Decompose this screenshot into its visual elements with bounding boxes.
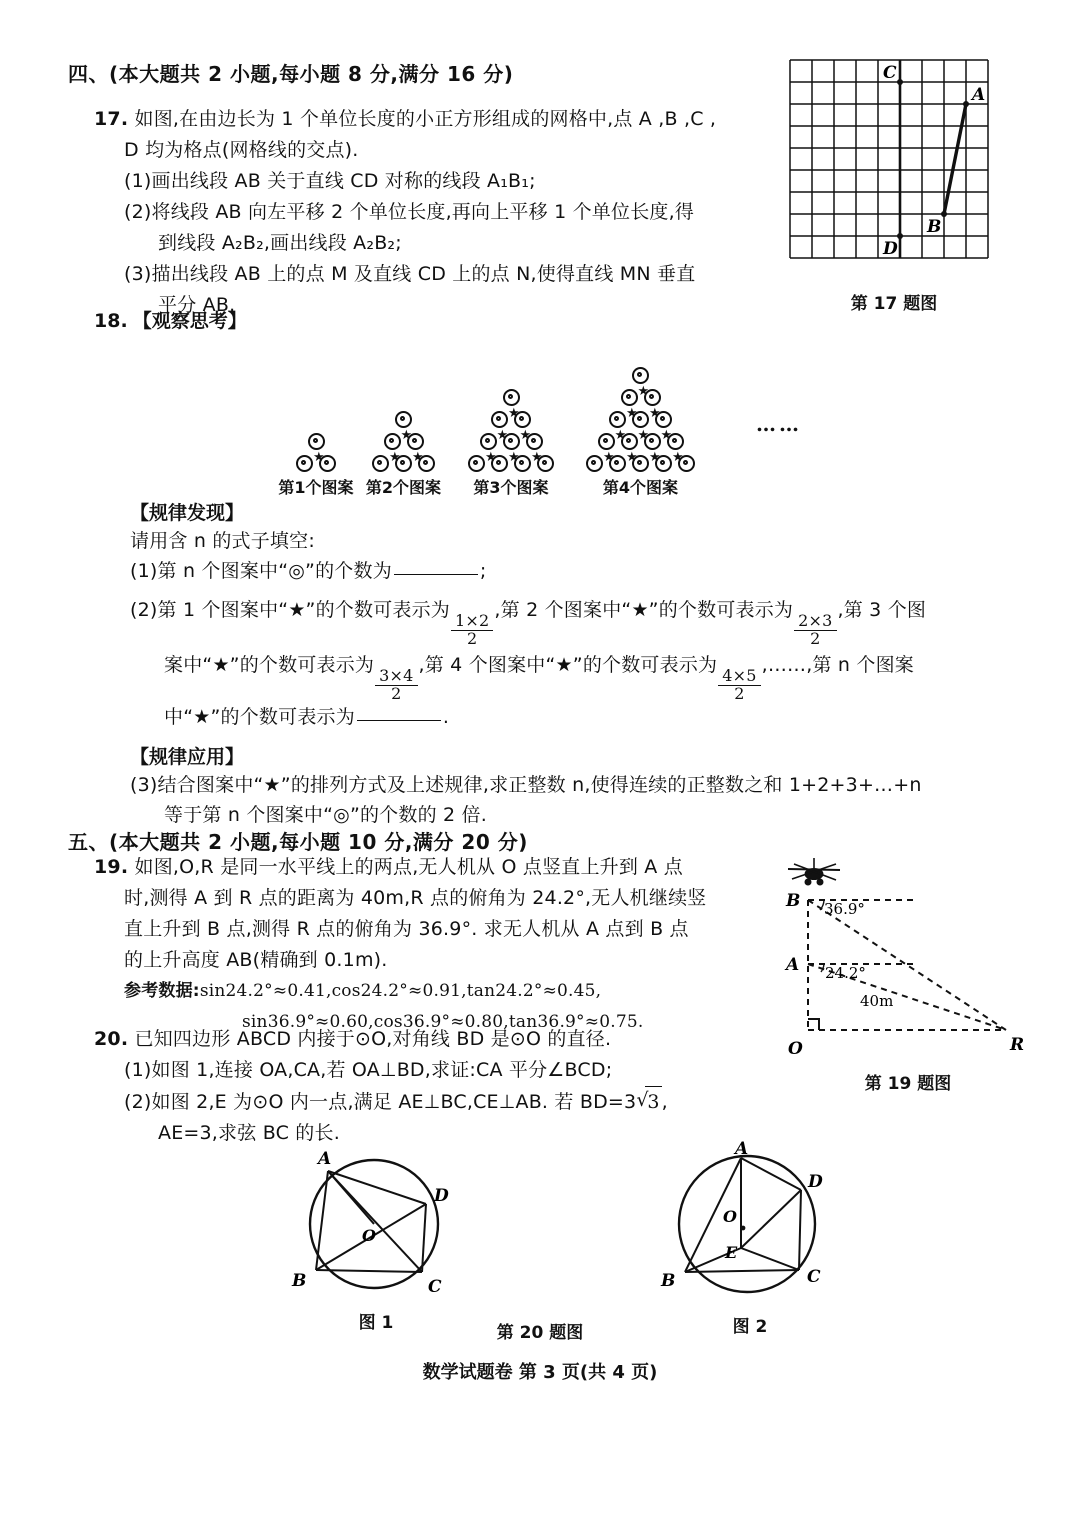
q18-item-3-line2: 等于第 n 个图案中“◎”的个数的 2 倍. [164,804,487,826]
pattern-circle-icon [491,411,508,428]
question-20-stem: 已知四边形 ABCD 内接于⊙O,对角线 BD 是⊙O 的直径. [134,1028,612,1050]
q18-item2-d: 案中“★”的个数可表示为 [164,654,375,676]
sqrt-radicand: 3 [645,1086,661,1118]
figure-1-caption: 图 1 [358,1313,394,1333]
q18-item-1 [130,556,487,587]
circle-diagram-1 [286,1146,466,1306]
question-19-line1: 如图,O,R 是同一水平线上的两点,无人机从 O 点竖直上升到 A 点 [134,856,683,878]
fill-prompt: 请用含 n 的式子填空: [130,530,315,552]
pattern-3 [468,389,554,472]
pattern-ellipsis: …… [756,412,802,436]
q20-item2-b: , [661,1091,668,1113]
q18-item2-h: . [442,706,450,728]
answer-blank-2[interactable] [357,719,441,721]
fig1-label-O: O [362,1226,376,1245]
pattern-circle-icon [372,455,389,472]
pattern-star-icon: ★ [649,450,661,465]
pattern-circle-icon [621,389,638,406]
fraction-denominator: 2 [375,685,417,703]
pattern-star-icon: ★ [508,450,520,465]
figure-2-caption: 图 2 [732,1317,768,1337]
section-five-header: 五、(本大题共 2 小题,每小题 10 分,满分 20 分) [68,830,528,854]
reference-data-label: 参考数据: [124,981,200,1001]
segment-ab [944,104,966,214]
question-20-figure-caption: 第 20 题图 [496,1323,584,1343]
question-17-number: 17. [94,108,129,130]
fig1-label-C: C [428,1277,442,1297]
pattern-star-icon: ★ [412,450,424,465]
question-19-line2: 时,测得 A 到 R 点的距离为 40m,R 点的俯角为 24.2°,无人机继续竖 [124,887,707,909]
question-18-title: 【观察思考】 [132,310,247,332]
pattern-circle-icon [586,455,603,472]
grid-point-d [897,233,903,239]
question-19-line3: 直上升到 B 点,测得 R 点的俯角为 36.9°. 求无人机从 A 点到 B 点 [124,918,689,940]
pattern-figures [278,338,806,498]
question-17-item-1: (1)画出线段 AB 关于直线 CD 对称的线段 A₁B₁; [124,170,536,192]
q18-item1-post: ; [479,560,487,582]
pattern-star-icon: ★ [672,450,684,465]
q18-item2-b: ,第 2 个图案中“★”的个数可表示为 [494,599,794,621]
pattern-circle-icon [480,433,497,450]
pattern-label-3: 第3个图案 [473,478,549,497]
label-A: A [786,955,800,975]
question-17-item-2b: 到线段 A₂B₂,画出线段 A₂B₂; [158,232,402,254]
fraction-denominator: 2 [451,630,493,648]
fraction-3x4-over-2 [377,668,415,703]
fig1-label-D: D [434,1186,449,1206]
distance-label: 40m [860,992,894,1010]
pattern-star-icon: ★ [626,450,638,465]
question-17-item-3b: 平分 AB. [158,294,236,316]
pattern-star-icon: ★ [531,450,543,465]
fraction-denominator: 2 [718,685,760,703]
fig1-label-B: B [292,1271,307,1291]
pattern-circle-icon [609,411,626,428]
question-17-figure-caption: 第 17 题图 [850,294,938,314]
fraction-denominator: 2 [794,630,836,648]
pattern-star-icon: ★ [485,450,497,465]
q18-item2-a: (2)第 1 个图案中“★”的个数可表示为 [130,599,451,621]
rule-application-header: 【规律应用】 [130,746,245,768]
rule-discovery-header: 【规律发现】 [130,502,245,524]
pattern-star-icon: ★ [313,450,325,465]
pattern-circle-icon [503,389,520,406]
question-17-item-2: (2)将线段 AB 向左平移 2 个单位长度,再向上平移 1 个单位长度,得 [124,201,695,223]
question-20-number: 20. [94,1028,129,1050]
question-20-figure-1 [286,1146,466,1333]
grid-figure-svg [784,54,1004,279]
fraction-1x2-over-2 [453,613,491,648]
pattern-star-icon: ★ [519,428,532,443]
fig2-label-C: C [807,1267,821,1287]
question-17-stem-line2: D 均为格点(网格线的交点). [124,139,359,161]
reference-data-line2: sin36.9°≈0.60,cos36.9°≈0.80,tan36.9°≈0.75. [242,1012,644,1032]
angle-lower-label: 24.2° [825,964,866,982]
circle-diagram-2 [655,1140,845,1310]
pattern-circle-icon [384,433,401,450]
label-R: R [1010,1035,1025,1055]
pattern-star-icon: ★ [626,406,638,421]
fraction-numerator: 4×5 [722,666,757,686]
pattern-star-icon: ★ [508,406,520,421]
pattern-label-2: 第2个图案 [365,478,442,497]
pattern-circle-icon [468,455,485,472]
fraction-numerator: 1×2 [455,611,490,631]
question-19-figure [778,858,1038,1094]
question-20-item-2 [94,1086,794,1118]
pattern-circle-icon [598,433,615,450]
grid-label-a: A [972,85,986,105]
question-17-figure [784,54,1004,314]
q18-item-2-line1 [130,595,1020,648]
answer-blank-1[interactable] [394,573,478,575]
question-20-item-3: AE=3,求弦 BC 的长. [158,1122,340,1144]
question-20-item-1: (1)如图 1,连接 OA,CA,若 OA⊥BD,求证:CA 平分∠BCD; [124,1059,613,1081]
pattern-star-icon: ★ [660,428,673,443]
question-17-stem-line1: 如图,在由边长为 1 个单位长度的小正方形组成的网格中,点 A ,B ,C , [134,108,717,130]
pattern-2 [372,411,435,472]
question-17-item-3: (3)描出线段 AB 上的点 M 及直线 CD 上的点 N,使得直线 MN 垂直 [124,263,696,285]
label-B: B [786,891,801,911]
center-dot [741,1226,746,1231]
pattern-circle-icon [296,455,313,472]
angle-upper-label: 36.9° [824,900,865,918]
pattern-circle-icon [632,367,649,384]
pattern-1 [296,433,336,472]
question-20-figure-2 [655,1140,845,1337]
pattern-star-icon: ★ [637,428,650,443]
fig2-label-O: O [723,1207,737,1226]
fig2-label-B: B [661,1271,676,1291]
question-17-block [94,104,784,321]
q18-item2-g: 中“★”的个数可表示为 [164,706,355,728]
q18-item-2-line2 [164,650,1034,703]
pattern-star-icon: ★ [400,428,413,443]
pattern-star-icon: ★ [614,428,627,443]
fig1-label-A: A [318,1149,332,1169]
grid-point-c [897,79,903,85]
grid-point-a [963,101,969,107]
grid-point-b [941,211,947,217]
label-O: O [788,1039,803,1059]
grid-label-d: D [883,239,898,259]
q18-item2-e: ,第 4 个图案中“★”的个数可表示为 [418,654,718,676]
fraction-numerator: 2×3 [798,611,833,631]
q20-item2-a: (2)如图 2,E 为⊙O 内一点,满足 AE⊥BC,CE⊥AB. 若 BD=3 [124,1091,637,1113]
pattern-circle-icon [308,433,325,450]
question-19-block [94,852,784,1038]
question-19-line4: 的上升高度 AB(精确到 0.1m). [124,949,388,971]
q18-item1-pre: (1)第 n 个图案中“◎”的个数为 [130,560,392,582]
question-18-title-row [94,306,247,333]
sqrt-symbol [636,1086,661,1118]
grid-label-c: C [883,63,897,83]
pattern-4 [586,367,695,472]
pattern-label-4: 第4个图案 [602,478,679,497]
fraction-4x5-over-2 [720,668,758,703]
q18-item2-c: ,第 3 个图 [837,599,927,621]
pattern-star-icon: ★ [496,428,509,443]
question-20-block [94,1024,794,1149]
question-18-number: 18. [94,310,128,332]
drone-angle-diagram [778,858,1033,1063]
q18-item2-f: ,……,第 n 个图案 [761,654,915,676]
fig2-label-D: D [808,1172,823,1192]
page-footer: 数学试题卷 第 3 页(共 4 页) [422,1362,658,1383]
pattern-star-icon: ★ [649,406,661,421]
fraction-numerator: 3×4 [379,666,414,686]
fig2-label-A: A [735,1140,749,1159]
pattern-label-1: 第1个图案 [278,478,354,497]
q18-item-2-line3 [164,702,449,733]
pattern-star-icon: ★ [603,450,615,465]
q18-item-3-line1: (3)结合图案中“★”的排列方式及上述规律,求正整数 n,使得连续的正整数之和 1+2+3+…+n [130,774,922,796]
drone-icon [788,858,840,885]
pattern-circle-icon [395,411,412,428]
pattern-star-icon: ★ [389,450,401,465]
fig2-label-E: E [725,1243,738,1262]
grid-label-b: B [927,217,942,237]
section-four-header: 四、(本大题共 2 小题,每小题 8 分,满分 16 分) [68,62,514,86]
question-19-figure-caption: 第 19 题图 [864,1074,952,1094]
fraction-2x3-over-2 [796,613,834,648]
pattern-star-icon: ★ [637,384,650,399]
reference-data-line1: sin24.2°≈0.41,cos24.2°≈0.91,tan24.2°≈0.45, [199,981,602,1001]
question-19-number: 19. [94,856,129,878]
